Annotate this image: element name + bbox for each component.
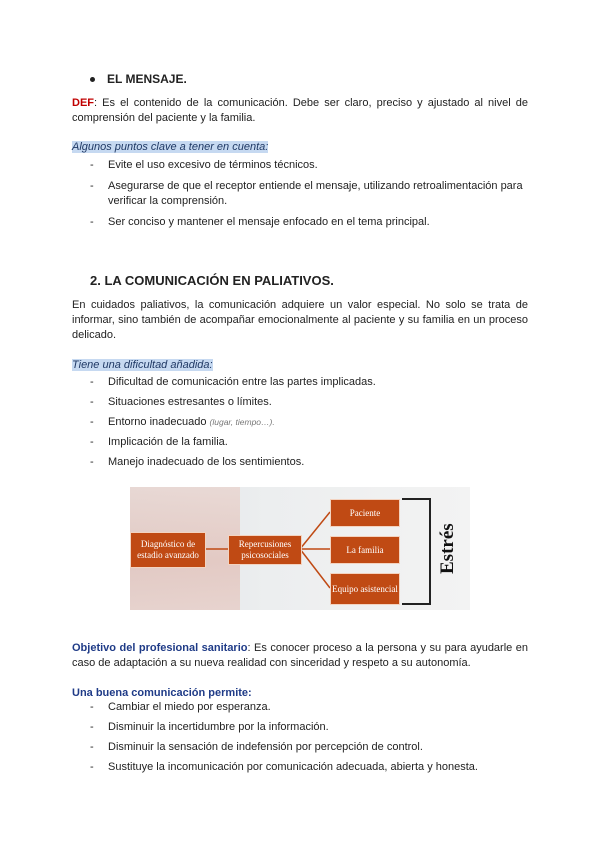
stress-diagram bbox=[130, 487, 470, 610]
branch-paciente-box: Paciente bbox=[330, 499, 400, 527]
list-item: - Manejo inadecuado de los sentimientos. bbox=[72, 455, 528, 470]
benefits-list bbox=[72, 700, 528, 775]
list-item: - Ser conciso y mantener el mensaje enfocado en el tema principal. bbox=[72, 215, 528, 230]
branch-familia-box: La familia bbox=[330, 536, 400, 564]
section-heading-paliativos: 2. LA COMUNICACIÓN EN PALIATIVOS. bbox=[90, 273, 334, 288]
list-item: - Entorno inadecuado (lugar, tiempo…). bbox=[72, 415, 528, 430]
list-item: - Evite el uso excesivo de términos técnicos. bbox=[72, 158, 528, 173]
list-item: - Disminuir la sensación de indefensión por percepción de control. bbox=[72, 740, 528, 755]
repercussions-box: Repercusiones psicosociales bbox=[228, 535, 302, 565]
benefits-label: Una buena comunicación permite: bbox=[72, 687, 252, 699]
objective-paragraph: Objetivo del profesional sanitario: Es conocer proceso a la persona y su para ayudarle en caso de adaptación a su nueva realidad con sinceridad y respeto a su autonomía. bbox=[72, 642, 528, 669]
list-item: - Sustituye la incomunicación por comunicación adecuada, abierta y honesta. bbox=[72, 760, 528, 775]
stress-label: Estrés bbox=[437, 523, 458, 574]
list-item: - Disminuir la incertidumbre por la información. bbox=[72, 720, 528, 735]
intro-paragraph: En cuidados paliativos, la comunicación adquiere un valor especial. No solo se trata de informar, sino también de acompañar emocionalmente al paciente y su familia en un proceso delicado. bbox=[72, 299, 528, 341]
definition-paragraph bbox=[72, 96, 528, 126]
keypoints-list bbox=[72, 158, 528, 230]
branch-equipo-box: Equipo asistencial bbox=[330, 573, 400, 605]
list-item: - Situaciones estresantes o límites. bbox=[72, 395, 528, 410]
bullet-icon bbox=[90, 77, 95, 82]
def-text: : Es el contenido de la comunicación. Debe ser claro, preciso y ajustado al nivel de comprensión del paciente y la familia. bbox=[72, 97, 528, 124]
keypoints-label: Algunos puntos clave a tener en cuenta: bbox=[72, 141, 269, 153]
list-item: - Asegurarse de que el receptor entiende el mensaje, utilizando retroalimentación para verificar la comprensión. bbox=[72, 179, 528, 209]
difficulty-label: Tiene una dificultad añadida: bbox=[72, 359, 213, 371]
list-item: - Cambiar el miedo por esperanza. bbox=[72, 700, 528, 715]
def-label: DEF bbox=[72, 97, 94, 109]
environment-note: (lugar, tiempo…). bbox=[209, 417, 275, 427]
list-item: - Dificultad de comunicación entre las partes implicadas. bbox=[72, 375, 528, 390]
section-heading-mensaje: EL MENSAJE. bbox=[90, 72, 187, 87]
difficulties-list bbox=[72, 375, 528, 470]
objective-label: Objetivo del profesional sanitario bbox=[72, 642, 248, 654]
diagnosis-box: Diagnóstico de estadio avanzado bbox=[130, 532, 206, 568]
list-item: - Implicación de la familia. bbox=[72, 435, 528, 450]
